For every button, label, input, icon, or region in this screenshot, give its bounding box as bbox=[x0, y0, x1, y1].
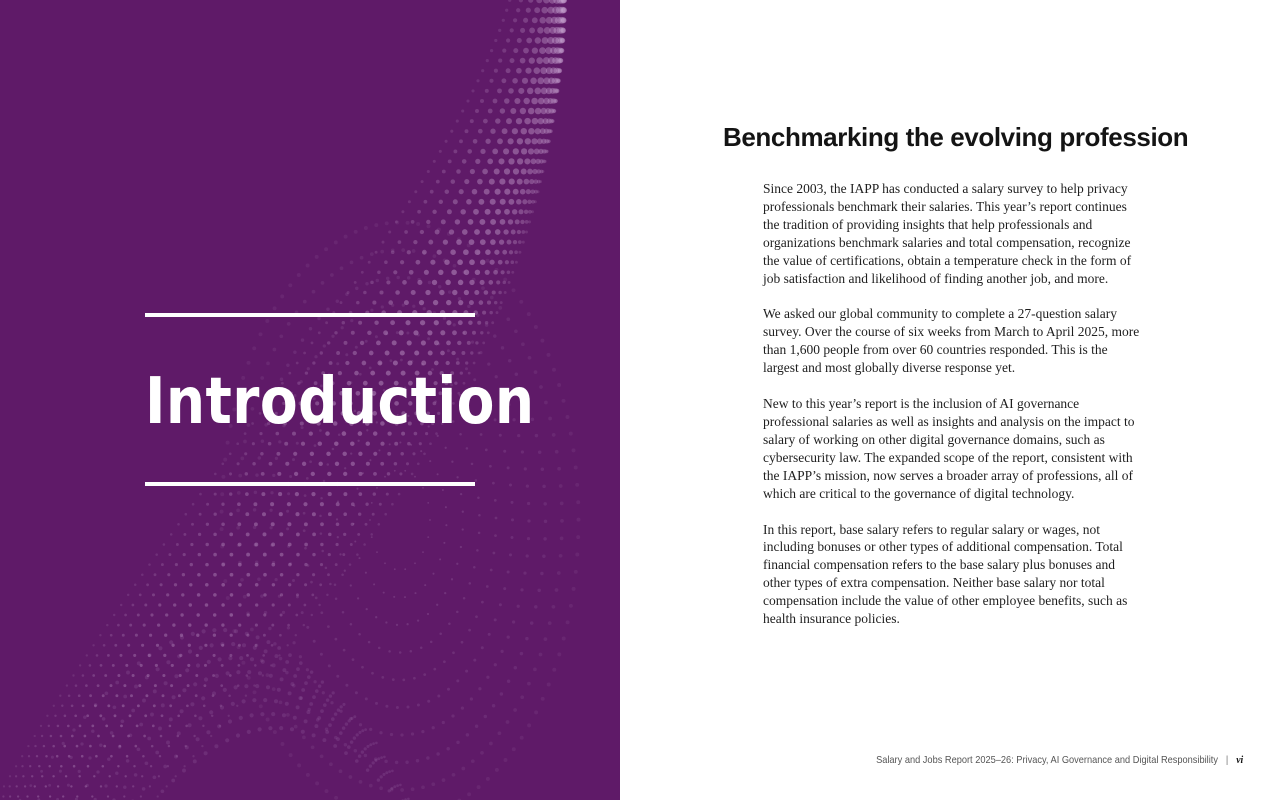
article-column bbox=[620, 0, 1280, 800]
section-cover-panel bbox=[0, 0, 620, 800]
section-title: Introduction bbox=[145, 365, 535, 439]
footer-separator: | bbox=[1225, 754, 1229, 766]
body-paragraph: Since 2003, the IAPP has conducted a salary survey to help privacy professionals benchmark their salaries. This year’s report continues the tradition of providing insights that help professionals and organizations benchmark salaries and total compensation, recognize the value of certifications, obtain a temperature check in the form of job satisfaction and likelihood of finding another job, and more. bbox=[763, 181, 1132, 286]
article-heading: Benchmarking the evolving profession bbox=[723, 122, 1189, 152]
page-number: vi bbox=[1236, 754, 1243, 766]
body-paragraph: New to this year’s report is the inclusion of AI governance professional salaries as well as insights and analysis on the impact to salary of working on other digital governance domains, such as cybersecurity law. The expanded scope of the report, consistent with the IAPP’s mission, now serves a broader array of professions, all of which are critical to the governance of digital technology. bbox=[763, 396, 1135, 501]
title-top-rule bbox=[145, 313, 475, 317]
article-body bbox=[763, 180, 1143, 646]
body-paragraph: In this report, base salary refers to regular salary or wages, not including bonuses or other types of additional compensation. Total financial compensation refers to the base salary plus bonuses and other types of extra compensation. Neither base salary nor total compensation include the value of other employee benefits, such as health insurance policies. bbox=[763, 521, 1128, 627]
title-bottom-rule bbox=[145, 482, 475, 486]
page-footer bbox=[876, 752, 1243, 768]
body-paragraph: We asked our global community to complete a 27-question salary survey. Over the course of six weeks from March to April 2025, more than 1,600 people from over 60 countries responded. This is the largest and most globally diverse response yet. bbox=[763, 306, 1140, 376]
footer-report-title: Salary and Jobs Report 2025–26: Privacy, AI Governance and Digital Responsibility bbox=[875, 754, 1218, 766]
